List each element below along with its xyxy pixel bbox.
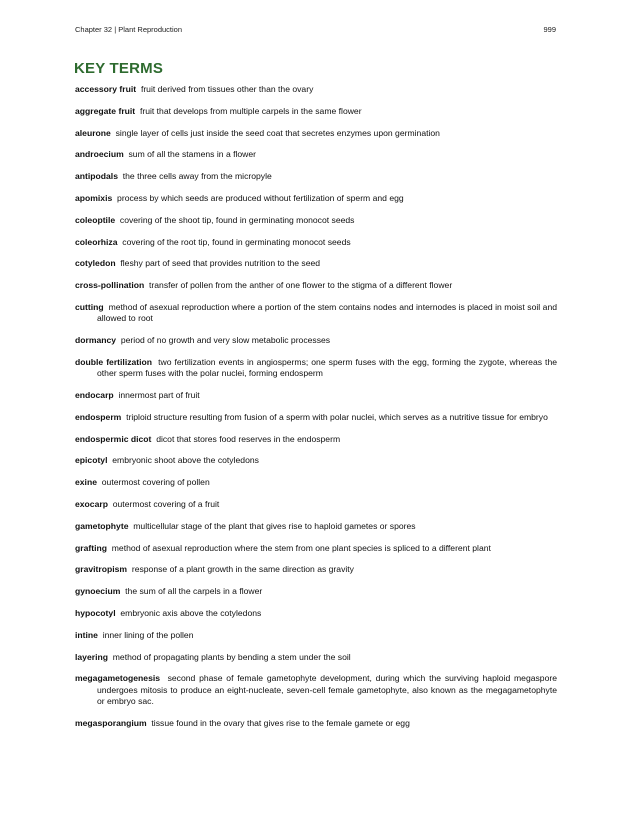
glossary-definition: period of no growth and very slow metabolic processes [120, 335, 331, 346]
glossary-definition: two fertilization events in angiosperms; one sperm fuses with the egg, forming the zygote, whereas the other sperm fuses with the polar nuclei, forming endosperm [97, 356, 557, 379]
glossary-term: hypocotyl [75, 607, 116, 618]
glossary-term: coleorhiza [75, 236, 118, 247]
glossary-definition: outermost covering of pollen [101, 477, 210, 488]
glossary-definition: outermost covering of a fruit [112, 498, 220, 509]
glossary-definition: the three cells away from the micropyle [122, 171, 272, 182]
glossary-term: gravitropism [75, 564, 128, 575]
glossary-entry [75, 302, 557, 325]
glossary-term: aggregate fruit [75, 105, 136, 116]
glossary-term: exocarp [75, 498, 108, 509]
glossary-term: apomixis [75, 192, 113, 203]
glossary-entry [75, 106, 557, 117]
glossary-definition: covering of the shoot tip, found in germinating monocot seeds [119, 214, 355, 225]
glossary-entry [75, 630, 557, 641]
glossary-entry [75, 390, 557, 401]
key-terms-list [75, 84, 557, 740]
glossary-definition: single layer of cells just inside the seed coat that secretes enzymes upon germination [115, 127, 440, 138]
page-header [75, 25, 556, 34]
glossary-entry [75, 335, 557, 346]
glossary-term: antipodals [75, 171, 118, 182]
glossary-term: grafting [75, 542, 107, 553]
glossary-entry [75, 586, 557, 597]
glossary-term: cutting [75, 301, 104, 312]
glossary-entry [75, 280, 557, 291]
glossary-entry [75, 149, 557, 160]
glossary-entry [75, 215, 557, 226]
glossary-entry [75, 258, 557, 269]
glossary-definition: tissue found in the ovary that gives rise to the female gamete or egg [151, 717, 410, 728]
glossary-entry [75, 237, 557, 248]
glossary-definition: inner lining of the pollen [102, 629, 194, 640]
glossary-term: gametophyte [75, 520, 129, 531]
glossary-definition: innermost part of fruit [118, 389, 200, 400]
glossary-definition: method of asexual reproduction where a portion of the stem contains nodes and internodes is placed in moist soil and allowed to root [97, 301, 557, 324]
glossary-entry [75, 718, 557, 729]
glossary-definition: transfer of pollen from the anther of one flower to the stigma of a different flower [149, 280, 453, 291]
glossary-term: dormancy [75, 335, 117, 346]
glossary-definition: fruit derived from tissues other than the ovary [140, 84, 314, 94]
glossary-entry [75, 171, 557, 182]
glossary-definition: fleshy part of seed that provides nutrition to the seed [120, 258, 321, 269]
glossary-term: cotyledon [75, 258, 116, 269]
glossary-definition: triploid structure resulting from fusion of a sperm with polar nuclei, which serves as a nutritive tissue for embryo [126, 411, 548, 422]
glossary-term: intine [75, 629, 98, 640]
glossary-definition: process by which seeds are produced without fertilization of sperm and egg [117, 192, 404, 203]
glossary-definition: method of asexual reproduction where the stem from one plant species is spliced to a different plant [111, 542, 491, 553]
glossary-entry [75, 564, 557, 575]
glossary-definition: the sum of all the carpels in a flower [125, 586, 263, 597]
glossary-term: double fertilization [75, 356, 153, 367]
glossary-definition: sum of all the stamens in a flower [128, 149, 257, 160]
section-title: KEY TERMS [74, 60, 164, 77]
chapter-title: Chapter 32 | Plant Reproduction [75, 25, 183, 34]
glossary-definition: multicellular stage of the plant that gives rise to haploid gametes or spores [133, 520, 416, 531]
glossary-term: aleurone [75, 127, 111, 138]
glossary-entry [75, 673, 557, 707]
glossary-entry [75, 455, 557, 466]
glossary-term: gynoecium [75, 586, 121, 597]
glossary-definition: fruit that develops from multiple carpels in the same flower [139, 105, 362, 116]
glossary-definition: dicot that stores food reserves in the endosperm [156, 433, 341, 444]
glossary-term: accessory fruit [75, 84, 137, 94]
glossary-definition: covering of the root tip, found in germinating monocot seeds [122, 236, 351, 247]
glossary-term: cross-pollination [75, 280, 145, 291]
glossary-entry [75, 543, 557, 554]
glossary-term: layering [75, 651, 108, 662]
glossary-entry [75, 412, 557, 423]
page-number: 999 [543, 25, 556, 34]
glossary-entry [75, 128, 557, 139]
glossary-term: endocarp [75, 389, 114, 400]
glossary-entry [75, 477, 557, 488]
glossary-entry [75, 608, 557, 619]
glossary-definition: method of propagating plants by bending a stem under the soil [112, 651, 351, 662]
glossary-entry [75, 652, 557, 663]
glossary-entry [75, 84, 557, 95]
glossary-entry [75, 193, 557, 204]
glossary-term: endospermic dicot [75, 433, 152, 444]
glossary-definition: embryonic axis above the cotyledons [120, 607, 262, 618]
glossary-term: coleoptile [75, 214, 116, 225]
glossary-entry [75, 357, 557, 380]
glossary-definition: embryonic shoot above the cotyledons [112, 455, 259, 466]
glossary-term: androecium [75, 149, 124, 160]
glossary-entry [75, 499, 557, 510]
glossary-term: megasporangium [75, 717, 147, 728]
glossary-definition: second phase of female gametophyte development, during which the surviving haploid megaspore undergoes mitosis to produce an eight-nucleate, seven-cell female gametophyte, also known as the megagametophyte or embryo sac. [97, 673, 558, 706]
glossary-term: epicotyl [75, 455, 108, 466]
glossary-entry [75, 434, 557, 445]
glossary-term: megagametogenesis [75, 673, 161, 684]
glossary-term: exine [75, 477, 97, 488]
glossary-definition: response of a plant growth in the same direction as gravity [131, 564, 354, 575]
glossary-term: endosperm [75, 411, 122, 422]
glossary-entry [75, 521, 557, 532]
